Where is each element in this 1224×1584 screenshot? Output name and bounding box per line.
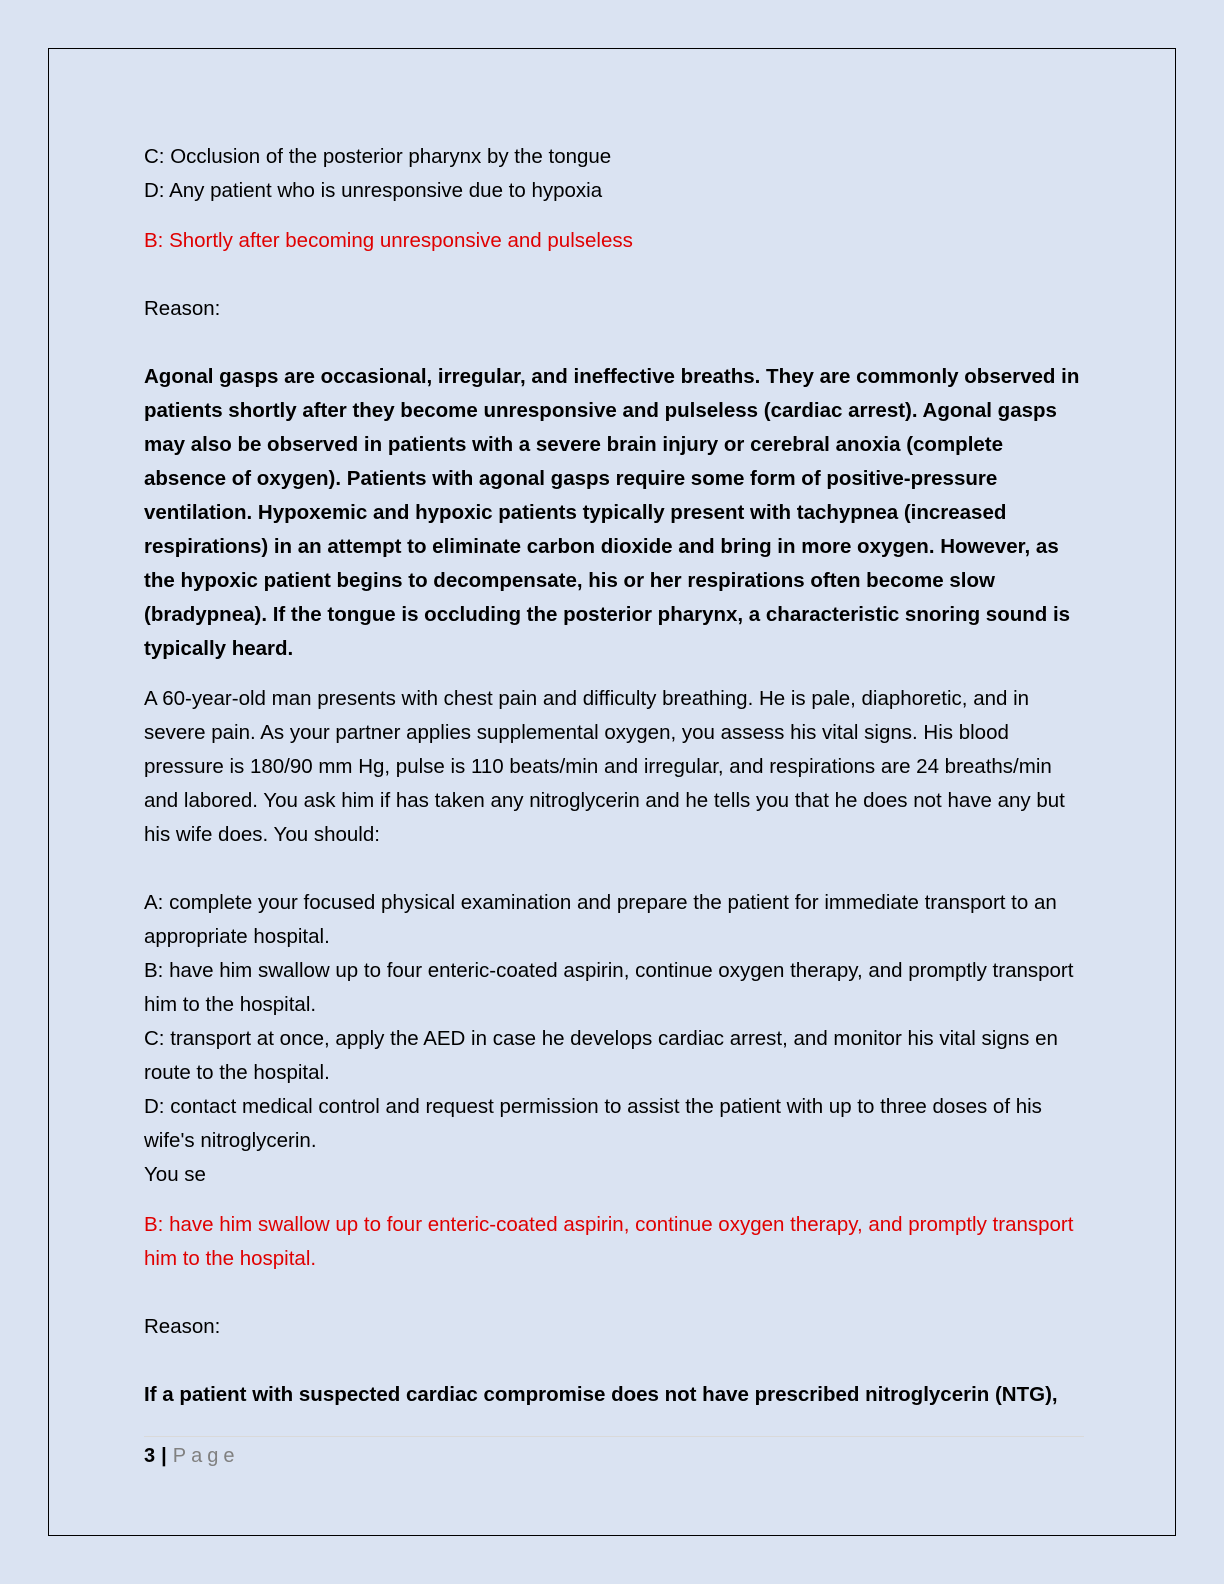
question-2: A 60-year-old man presents with chest pain and difficulty breathing. He is pale, diaphoretic, and in severe pain. As your partner applies supplemental oxygen, you assess his vital signs. His blood pressure is 180/90 mm Hg, pulse is 110 beats/min and irregular, and respirations are 24 breaths/min and labored. You ask him if has taken any nitroglycerin and he tells you that he does not have any but his wife does. You should: [144, 687, 1065, 846]
answer-1: B: Shortly after becoming unresponsive and pulseless [144, 229, 633, 252]
answer-2: B: have him swallow up to four enteric-coated aspirin, continue oxygen therapy, and promptly transport him to the hospital. [144, 1213, 1074, 1270]
previous-option-c: C: Occlusion of the posterior pharynx by the tongue [144, 145, 612, 168]
page-number: 3 [144, 1445, 156, 1467]
question-2-option-b: B: have him swallow up to four enteric-coated aspirin, continue oxygen therapy, and promptly transport him to the hospital. [144, 959, 1074, 1016]
reason-1-label: Reason: [144, 297, 221, 320]
question-2-option-d: D: contact medical control and request permission to assist the patient with up to three doses of his wife's nitroglycerin. [144, 1095, 1042, 1152]
page-footer [144, 1436, 1084, 1473]
reason-1-text: Agonal gasps are occasional, irregular, and ineffective breaths. They are commonly observed in patients shortly after they become unresponsive and pulseless (cardiac arrest). Agonal gasps may also be observed in patients with a severe brain injury or cerebral anoxia (complete absence of oxygen). Patients with agonal gasps require some form of positive-pressure ventilation. Hypoxemic and hypoxic patients typically present with tachypnea (increased respirations) in an attempt to eliminate carbon dioxide and bring in more oxygen. However, as the hypoxic patient begins to decompensate, his or her respirations often become slow (bradypnea). If the tongue is occluding the posterior pharynx, a characteristic snoring sound is typically heard. [144, 365, 1080, 660]
previous-option-d: D: Any patient who is unresponsive due to hypoxia [144, 179, 603, 202]
page-content [144, 140, 1089, 1412]
text-fragment: You se [144, 1163, 206, 1186]
reason-2-text: If a patient with suspected cardiac compromise does not have prescribed nitroglycerin (NTG), [144, 1383, 1058, 1406]
question-2-option-a: A: complete your focused physical examination and prepare the patient for immediate transport to an appropriate hospital. [144, 891, 1057, 948]
question-2-option-c: C: transport at once, apply the AED in case he develops cardiac arrest, and monitor his vital signs en route to the hospital. [144, 1027, 1058, 1084]
page-label: Page [172, 1445, 240, 1467]
footer-separator: | [161, 1445, 167, 1467]
reason-2-label: Reason: [144, 1315, 221, 1338]
